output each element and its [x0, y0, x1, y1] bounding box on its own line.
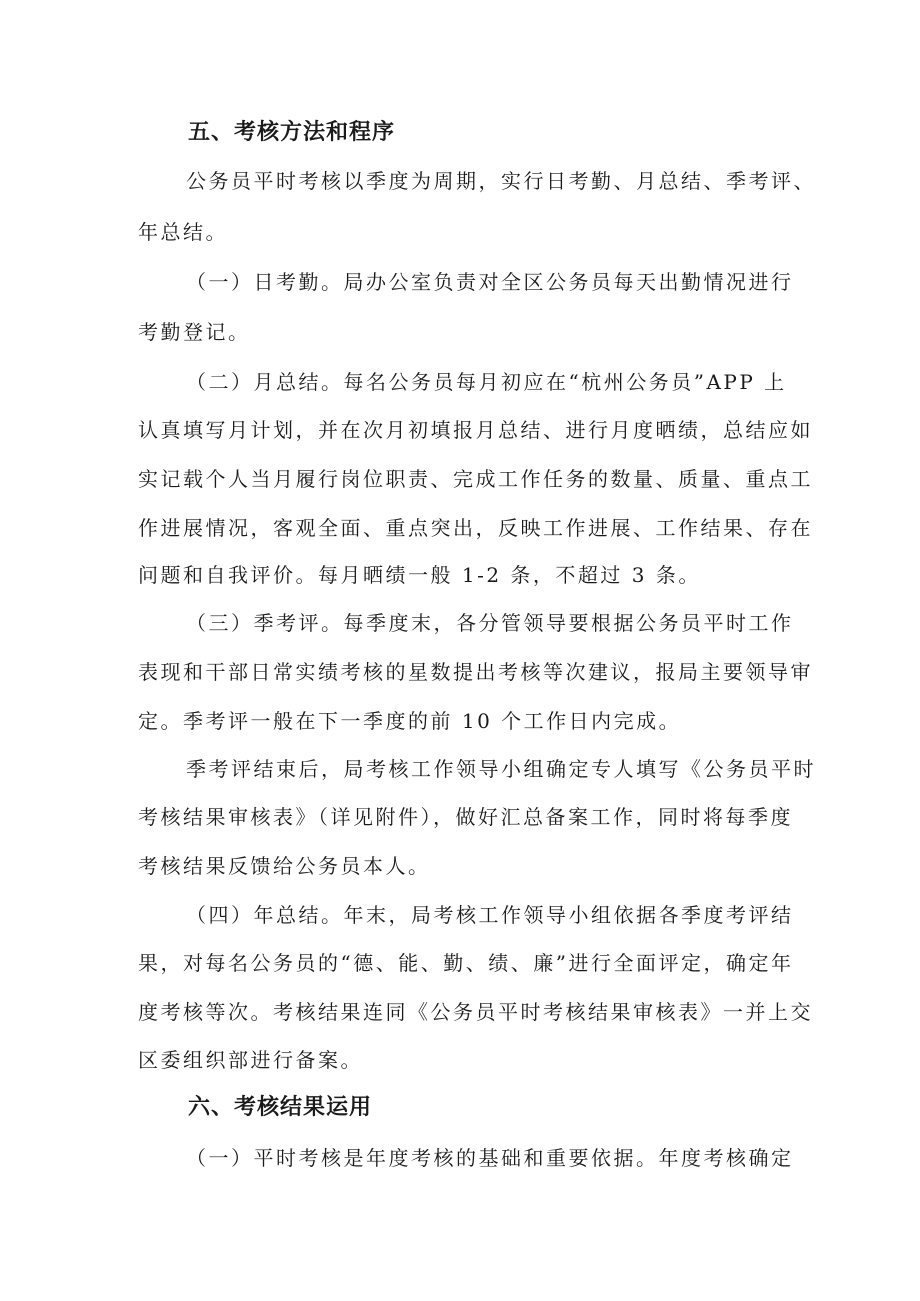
item-4-line-1: （四）年总结。年末，局考核工作领导小组依据各季度考评结	[186, 903, 794, 927]
item-4-line-2: 果，对每名公务员的“德、能、勤、绩、廉”进行全面评定，确定年	[138, 951, 794, 975]
item-2-line-4: 作进展情况，客观全面、重点突出，反映工作进展、工作结果、存在	[138, 516, 813, 540]
item-1-line-1: （一）日考勤。局办公室负责对全区公务员每天出勤情况进行	[186, 270, 794, 294]
item-3-followup-line-2: 考核结果审核表》（详见附件），做好汇总备案工作，同时将每季度	[138, 805, 793, 829]
item-2-line-3: 实记载个人当月履行岗位职责、完成工作任务的数量、质量、重点工	[138, 467, 813, 491]
section-6-heading: 六、考核结果运用	[188, 1095, 373, 1120]
section-6-item-1-line-1: （一）平时考核是年度考核的基础和重要依据。年度考核确定	[186, 1146, 794, 1170]
item-2-line-2: 认真填写月计划，并在次月初填报月总结、进行月度晒绩，总结应如	[138, 418, 813, 442]
item-2-line-1: （二）月总结。每名公务员每月初应在“杭州公务员”APP 上	[186, 370, 787, 394]
item-2-line-5: 问题和自我评价。每月晒绩一般 1-2 条，不超过 3 条。	[138, 563, 701, 587]
item-4-line-4: 区委组织部进行备案。	[138, 1048, 363, 1072]
section-5-heading: 五、考核方法和程序	[188, 120, 396, 145]
item-1-line-2: 考勤登记。	[138, 320, 251, 344]
item-3-line-1: （三）季考评。每季度末，各分管领导要根据公务员平时工作	[186, 611, 794, 635]
item-3-followup-line-3: 考核结果反馈给公务员本人。	[138, 854, 431, 878]
item-4-line-3: 度考核等次。考核结果连同《公务员平时考核结果审核表》一并上交	[138, 1000, 813, 1024]
item-3-line-2: 表现和干部日常实绩考核的星数提出考核等次建议，报局主要领导审	[138, 660, 813, 684]
item-3-line-3: 定。季考评一般在下一季度的前 10 个工作日内完成。	[138, 709, 682, 733]
section-5-intro-line-2: 年总结。	[138, 220, 228, 244]
item-3-followup-line-1: 季考评结束后，局考核工作领导小组确定专人填写《公务员平时	[186, 757, 816, 781]
section-5-intro-line-1: 公务员平时考核以季度为周期，实行日考勤、月总结、季考评、	[186, 169, 816, 193]
